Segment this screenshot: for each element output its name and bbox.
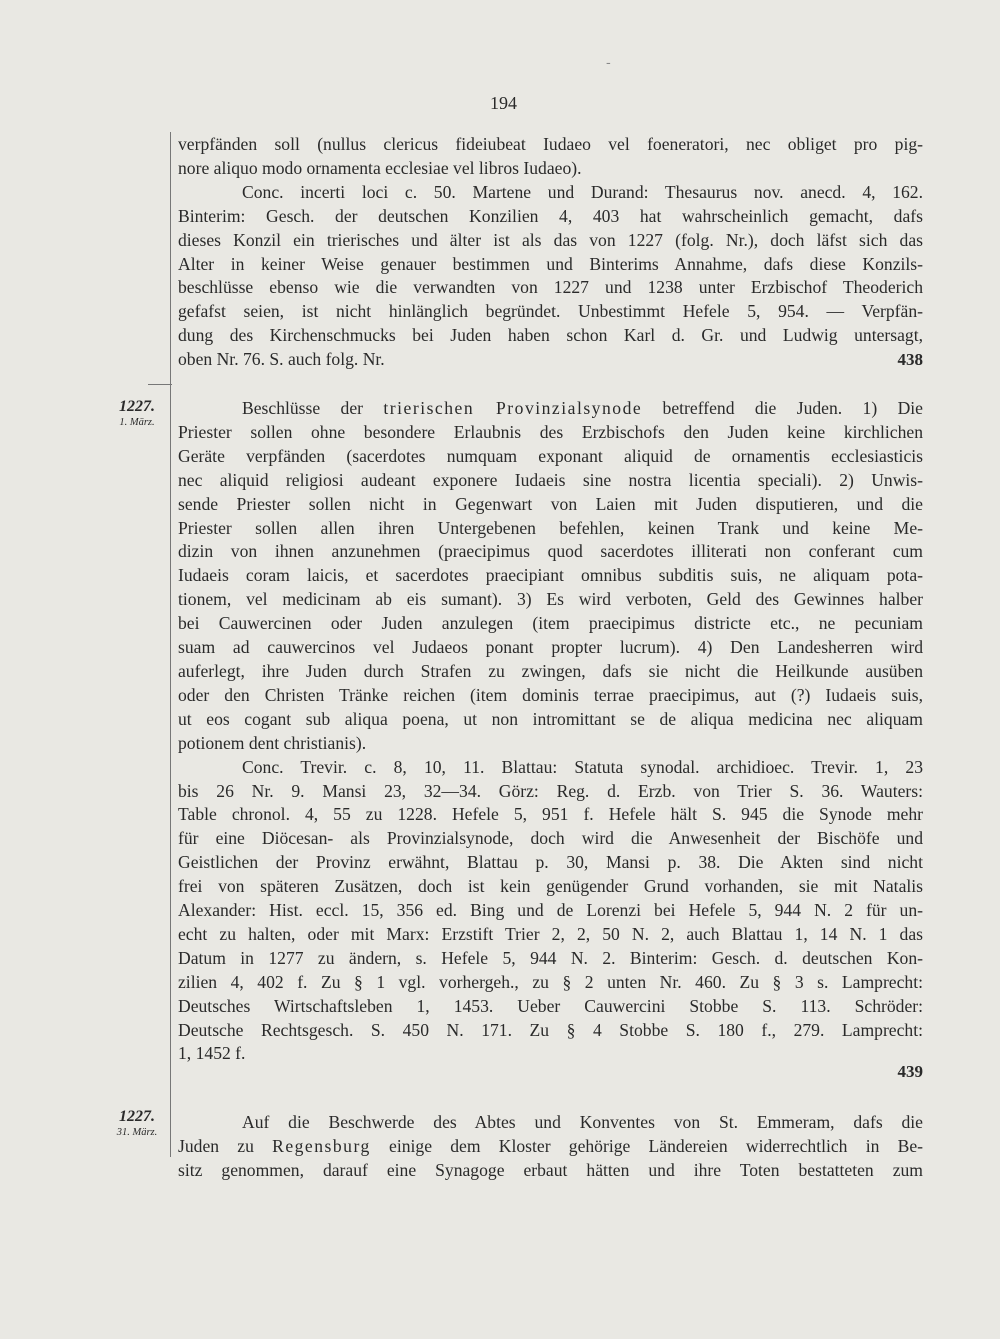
text-line: bei Cauwercinen oder Juden anzulegen (item praecipimus districte etc., ne pecuniam — [178, 613, 923, 634]
entry-heading-line — [178, 397, 923, 421]
text-line: potionem dent christianis). — [178, 732, 367, 753]
text-line: beschlüsse ebenso wie die verwandten von 1227 und 1238 unter Erzbischof Theoderich — [178, 277, 923, 298]
entry-439-body — [178, 1111, 923, 1183]
text-line: Binterim: Gesch. der deutschen Konzilien 4, 403 hat wahrscheinlich gemacht, dafs — [178, 205, 923, 226]
text-line: oder den Christen Tränke reichen (item dominis terrae praecipimus, aut (?) Iudaeis suis, — [178, 684, 923, 705]
margin-date-day: 1. März. — [119, 417, 155, 428]
text-line: dung des Kirchenschmucks bei Juden haben schon Karl d. Gr. und Ludwig untersagt, — [178, 325, 923, 346]
heading-spaced: trierischen Provinzialsynode — [383, 398, 643, 418]
continuation-block — [178, 133, 923, 372]
page-number: 194 — [490, 93, 517, 113]
text-line: nec aliquid religiosi audeant exponere Iudaeis sine nostra licentia speciali). 2) Unwis- — [178, 469, 923, 490]
text-line: Priester sollen ohne besondere Erlaubnis des Erzbischofs den Juden keine kirchlichen — [178, 421, 923, 442]
text-line: auferlegt, ihre Juden durch Strafen zu zwingen, dafs sie nicht die Heilkunde ausüben — [178, 660, 923, 681]
entry-number-439: 439 — [897, 1062, 923, 1082]
note-line: Alexander: Hist. eccl. 15, 356 ed. Bing und de Lorenzi bei Hefele 5, 944 N. 2 für un- — [178, 900, 923, 921]
note-line: 1, 1452 f. — [178, 1043, 246, 1064]
note-line: frei von späteren Zusätzen, doch ist kein genügender Grund vorhanden, sie mit Natalis — [178, 876, 923, 897]
text-line: Iudaeis coram laicis, et sacerdotes praecipiant omnibus subditis suis, ne aliquam pota- — [178, 565, 923, 586]
line-end: einige dem Kloster gehörige Ländereien widerrechtlich in Be- — [370, 1135, 924, 1156]
note-line: Geistlichen der Provinz erwähnt, Blattau p. 30, Mansi p. 38. Die Akten sind nicht — [178, 852, 923, 873]
text-line: verpfänden soll (nullus clericus fideiubeat Iudaeo vel foeneratori, nec obliget pro pig- — [178, 134, 923, 154]
text-line-content: oben Nr. 76. S. auch folg. Nr. — [178, 349, 385, 370]
text-line: dizin von ihnen anzunehmen (praecipimus quod sacerdotes illiterati non conferant cum — [178, 541, 923, 562]
note-line: für eine Diöcesan- als Provinzialsynode, doch wird die Anwesenheit der Bischöfe und — [178, 828, 923, 849]
text-line: Geräte verpfänden (sacerdotes numquam exponant aliquid de ornamentis ecclesiasticis — [178, 445, 923, 466]
margin-date-year: 1227. — [119, 1108, 155, 1125]
margin-date-year: 1227. — [119, 398, 155, 415]
note-line: Deutsches Wirtschaftsleben 1, 1453. Ueber Cauwercini Stobbe S. 113. Schröder: — [178, 995, 923, 1016]
entry-number-438: 438 — [897, 350, 923, 370]
entry-separator-tick — [148, 384, 172, 385]
text-line: Conc. incerti loci c. 50. Martene und Durand: Thesaurus nov. anecd. 4, 162. — [242, 181, 923, 202]
margin-date-day: 31. März. — [116, 1127, 158, 1138]
note-line: Conc. Trevir. c. 8, 10, 11. Blattau: Statuta synodal. archidioec. Trevir. 1, 23 — [242, 756, 923, 777]
note-line: Datum in 1277 zu ändern, s. Hefele 5, 944 N. 2. Binterim: Gesch. d. deutschen Kon- — [178, 947, 923, 968]
text-line — [178, 1135, 923, 1159]
line-start: Juden zu — [178, 1135, 273, 1156]
place-name-spaced: Regensburg — [272, 1135, 371, 1156]
text-line: nore aliquo modo ornamenta ecclesiae vel libros Iudaeo). — [178, 157, 582, 178]
note-line: zilien 4, 402 f. Zu § 1 vgl. vorhergeh., zu § 2 unten Nr. 460. Zu § 3 s. Lamprecht: — [178, 971, 923, 992]
text-line: dieses Konzil ein trierisches und älter ist als das von 1227 (folg. Nr.), doch läfst sich das — [178, 229, 923, 250]
note-line: echt zu halten, oder mit Marx: Erzstift Trier 2, 2, 50 N. 2, auch Blattau 1, 14 N. 1 das — [178, 923, 923, 944]
margin-rule — [170, 132, 171, 1157]
text-line: Alter in keiner Weise genauer bestimmen und Binterims Annahme, dafs diese Konzils- — [178, 253, 923, 274]
margin-date-entry-438 — [108, 398, 166, 429]
entry-number-line — [178, 1062, 923, 1090]
stray-ink-mark: ‐ — [606, 55, 611, 71]
text-line: suam ad cauwercinos vel Judaeos ponant propter lucrum). 4) Den Landesherren wird — [178, 637, 923, 658]
entry-438-body — [178, 397, 923, 1090]
text-line: sitz genommen, darauf eine Synagoge erbaut hätten und ihre Toten bestatteten zum — [178, 1159, 923, 1180]
text-line: sende Priester sollen nicht in Gegenwart von Laien mit Juden disputieren, und die — [178, 493, 923, 514]
margin-date-entry-439 — [108, 1108, 166, 1139]
text-line — [178, 348, 923, 372]
text-line: tionem, vel medicinam ab eis sumant). 3) Es wird verboten, Geld des Gewinnes halber — [178, 589, 923, 610]
note-line: Table chronol. 4, 55 zu 1228. Hefele 5, 951 f. Hefele hält S. 945 die Synode mehr — [178, 804, 923, 825]
text-line: Priester sollen allen ihren Untergebenen befehlen, keinen Trank und keine Me- — [178, 517, 923, 538]
text-line: Auf die Beschwerde des Abtes und Konventes von St. Emmeram, dafs die — [242, 1112, 923, 1132]
note-line: Deutsche Rechtsgesch. S. 450 N. 171. Zu § 4 Stobbe S. 180 f., 279. Lamprecht: — [178, 1019, 923, 1040]
heading-start: Beschlüsse der — [242, 398, 384, 418]
text-line: gefafst seien, ist nicht hinlänglich begründet. Unbestimmt Hefele 5, 954. — Verpfän- — [178, 301, 923, 322]
text-line: ut eos cogant sub aliqua poena, ut non intromittant se de aliqua medicina nec aliquam — [178, 708, 923, 729]
note-line: bis 26 Nr. 9. Mansi 23, 32—34. Görz: Reg. d. Erzb. von Trier S. 36. Wauters: — [178, 780, 923, 801]
heading-end: betreffend die Juden. 1) Die — [642, 398, 923, 418]
